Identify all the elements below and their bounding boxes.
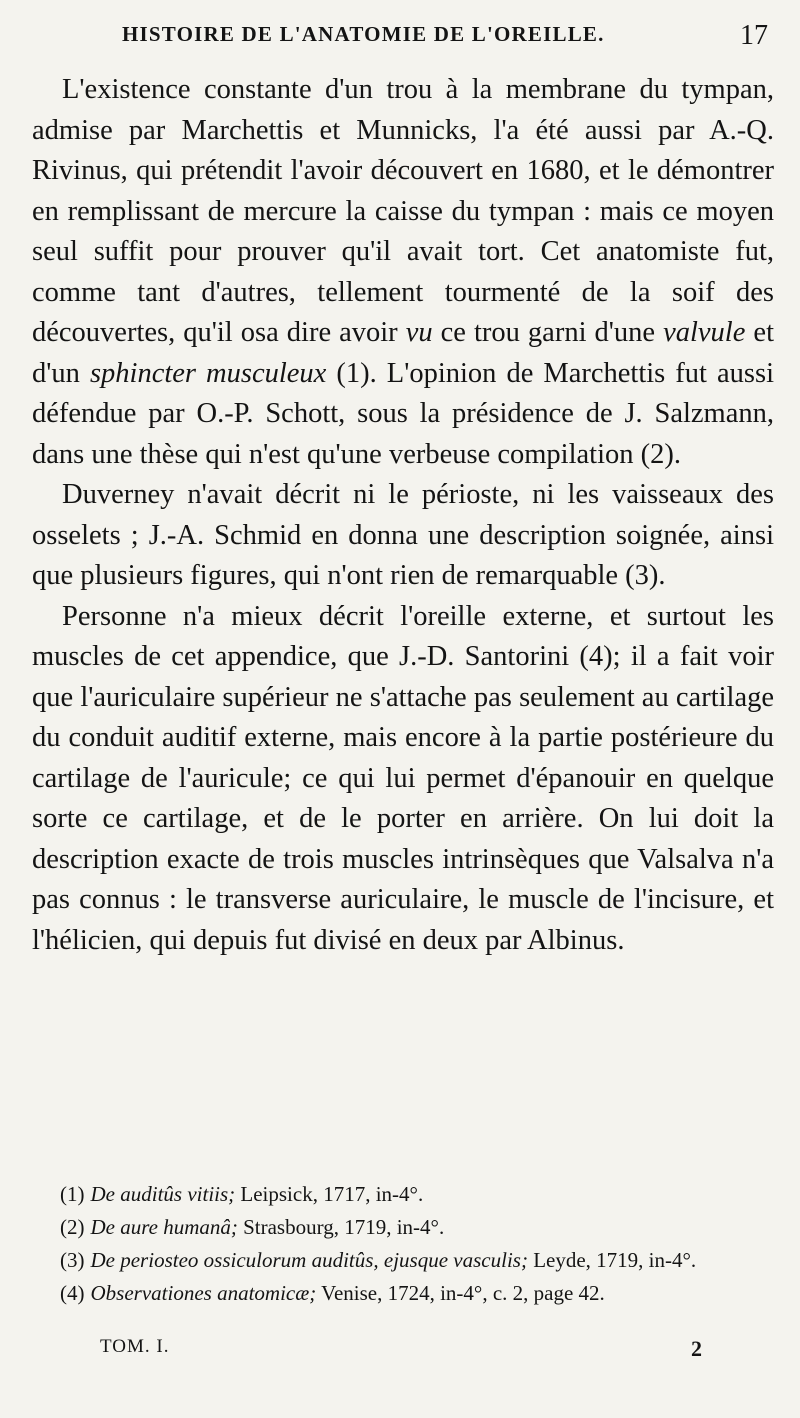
footnote-rest: Leyde, 1719, in-4°.	[527, 1248, 697, 1272]
footnote-ref: (2)	[60, 1215, 85, 1239]
paragraph-1-italic-sphincter: sphincter musculeux	[89, 357, 327, 389]
footnote-ref: (4)	[60, 1281, 85, 1305]
page-footer	[100, 1336, 702, 1366]
paragraph-1-italic-valvule: valvule	[663, 317, 746, 348]
footnote-ref: (3)	[60, 1248, 85, 1272]
footnotes	[32, 1180, 774, 1312]
footnote-1	[32, 1180, 774, 1209]
paragraph-1-text-c: et d'un	[32, 317, 774, 389]
paragraph-1	[32, 70, 774, 475]
footnote-title: De auditûs vitiis;	[90, 1182, 236, 1206]
paragraph-1-text-d: (1). L'opinion de Marchettis fut aussi défendue par O.-P. Schott, sous la présidence de J. Salzmann, dans une thèse qui n'est qu'une verbeuse compilation (2).	[32, 357, 775, 470]
paragraph-2: Duverney n'avait décrit ni le périoste, ni les vaisseaux des osselets ; J.-A. Schmid en donna une description soignée, ainsi que plusieurs figures, qui n'ont rien de remarquable (3).	[32, 479, 774, 591]
paragraph-1-italic-vu: vu	[405, 317, 433, 348]
footnote-title: De periosteo ossiculorum auditûs, ejusque vasculis;	[90, 1248, 528, 1272]
footnote-rest: Venise, 1724, in-4°, c. 2, page 42.	[316, 1281, 605, 1305]
paragraph-1-text-b: ce trou garni d'une	[432, 317, 664, 348]
footnote-2	[32, 1213, 774, 1242]
paragraph-1-text-a: L'existence constante d'un trou à la membrane du tympan, admise par Marchettis et Munnicks, l'a été aussi par A.-Q. Rivinus, qui prétendit l'avoir découvert en 1680, et le démontrer en remplissant de mercure la caisse du tympan : mais ce moyen seul suffit pour prouver qu'il avait tort. Cet anatomiste fut, comme tant d'autres, tellement tourmenté de la soif des découvertes, qu'il osa dire avoir	[32, 74, 774, 348]
footnote-rest: Strasbourg, 1719, in-4°.	[237, 1215, 445, 1239]
running-title: HISTOIRE DE L'ANATOMIE DE L'OREILLE.	[122, 22, 605, 46]
footnote-ref: (1)	[60, 1182, 85, 1206]
signature-mark: 2	[691, 1336, 702, 1361]
footnote-4	[32, 1279, 774, 1308]
paragraph-3: Personne n'a mieux décrit l'oreille externe, et surtout les muscles de cet appendice, que J.-D. Santorini (4); il a fait voir que l'auriculaire supérieur ne s'attache pas seulement au cartilage du conduit auditif externe, mais encore à la partie postérieure du cartilage de l'auricule; ce qui lui permet d'épanouir en quelque sorte ce cartilage, et de le porter en arrière. On lui doit la description exacte de trois muscles intrinsèques que Valsalva n'a pas connus : le transverse auriculaire, le muscle de l'incisure, et l'hélicien, qui depuis fut divisé en deux par Albinus.	[32, 600, 774, 956]
footnote-title: Observationes anatomicæ;	[90, 1281, 317, 1305]
tome-label: TOM. I.	[100, 1336, 170, 1357]
body-text	[32, 70, 774, 961]
page-number: 17	[740, 20, 768, 51]
page-header	[122, 22, 768, 56]
footnote-rest: Leipsick, 1717, in-4°.	[235, 1182, 424, 1206]
footnote-3	[32, 1246, 774, 1275]
footnote-title: De aure humanâ;	[90, 1215, 238, 1239]
